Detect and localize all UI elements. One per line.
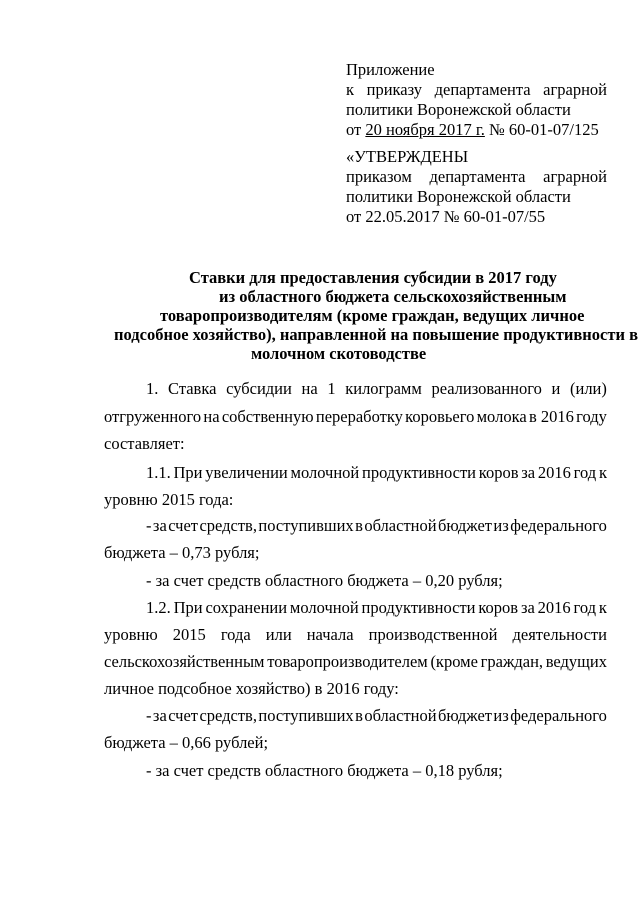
heading-line-2: из областного бюджета сельскохозяйственным — [219, 287, 567, 306]
para-1-2-line-1: 1.2. При сохранении молочной продуктивности коров за 2016 год к — [146, 598, 607, 617]
order-date: 20 ноября 2017 г. — [365, 120, 485, 139]
para-1-line-1: 1. Ставка субсидии на 1 килограмм реализованного и (или) — [146, 379, 607, 398]
para-1-line-3: составляет: — [104, 434, 185, 453]
approved-line-1: приказом департамента аграрной — [346, 167, 607, 186]
para-1-2-a-line-2: бюджета – 0,66 рублей; — [104, 733, 269, 752]
approved-line-2: политики Воронежской области — [346, 187, 571, 206]
para-1-2-line-2: уровню 2015 года или начала производственной деятельности — [104, 625, 607, 644]
para-1-1-line-2: уровню 2015 года: — [104, 490, 234, 509]
para-1-line-2: отгруженного на собственную переработку коровьего молока в 2016 году — [104, 407, 607, 426]
appendix-title: Приложение — [346, 60, 435, 79]
order-number: № 60-01-07/125 — [484, 120, 599, 139]
para-1-1-b: - за счет средств областного бюджета – 0,20 рубля; — [146, 571, 503, 590]
para-1-2-b: - за счет средств областного бюджета – 0,18 рубля; — [146, 761, 503, 780]
heading-line-1: Ставки для предоставления субсидии в 2017 году — [189, 268, 557, 287]
heading-line-5: молочном скотоводстве — [251, 344, 427, 363]
para-1-1-a-line-2: бюджета – 0,73 рубля; — [104, 543, 260, 562]
approved-line-3: от 22.05.2017 № 60-01-07/55 — [346, 207, 546, 226]
approved-title: «УТВЕРЖДЕНЫ — [346, 147, 469, 166]
para-1-2-a-line-1: - за счет средств, поступивших в областной бюджет из федерального — [146, 706, 607, 725]
order-line-1: к приказу департамента аграрной — [346, 80, 607, 99]
para-1-1-a-line-1: - за счет средств, поступивших в областной бюджет из федерального — [146, 516, 607, 535]
heading-line-4: подсобное хозяйство), направленной на повышение продуктивности в — [114, 325, 639, 344]
para-1-2-line-3: сельскохозяйственным товаропроизводителем (кроме граждан, ведущих — [104, 652, 607, 671]
order-date-line: от 20 ноября 2017 г. № 60-01-07/125 — [346, 120, 599, 139]
para-1-1-line-1: 1.1. При увеличении молочной продуктивности коров за 2016 год к — [146, 463, 607, 482]
heading-line-3: товаропроизводителям (кроме граждан, ведущих личное — [160, 306, 585, 325]
order-line-2: политики Воронежской области — [346, 100, 571, 119]
para-1-2-line-4: личное подсобное хозяйство) в 2016 году: — [104, 679, 399, 698]
